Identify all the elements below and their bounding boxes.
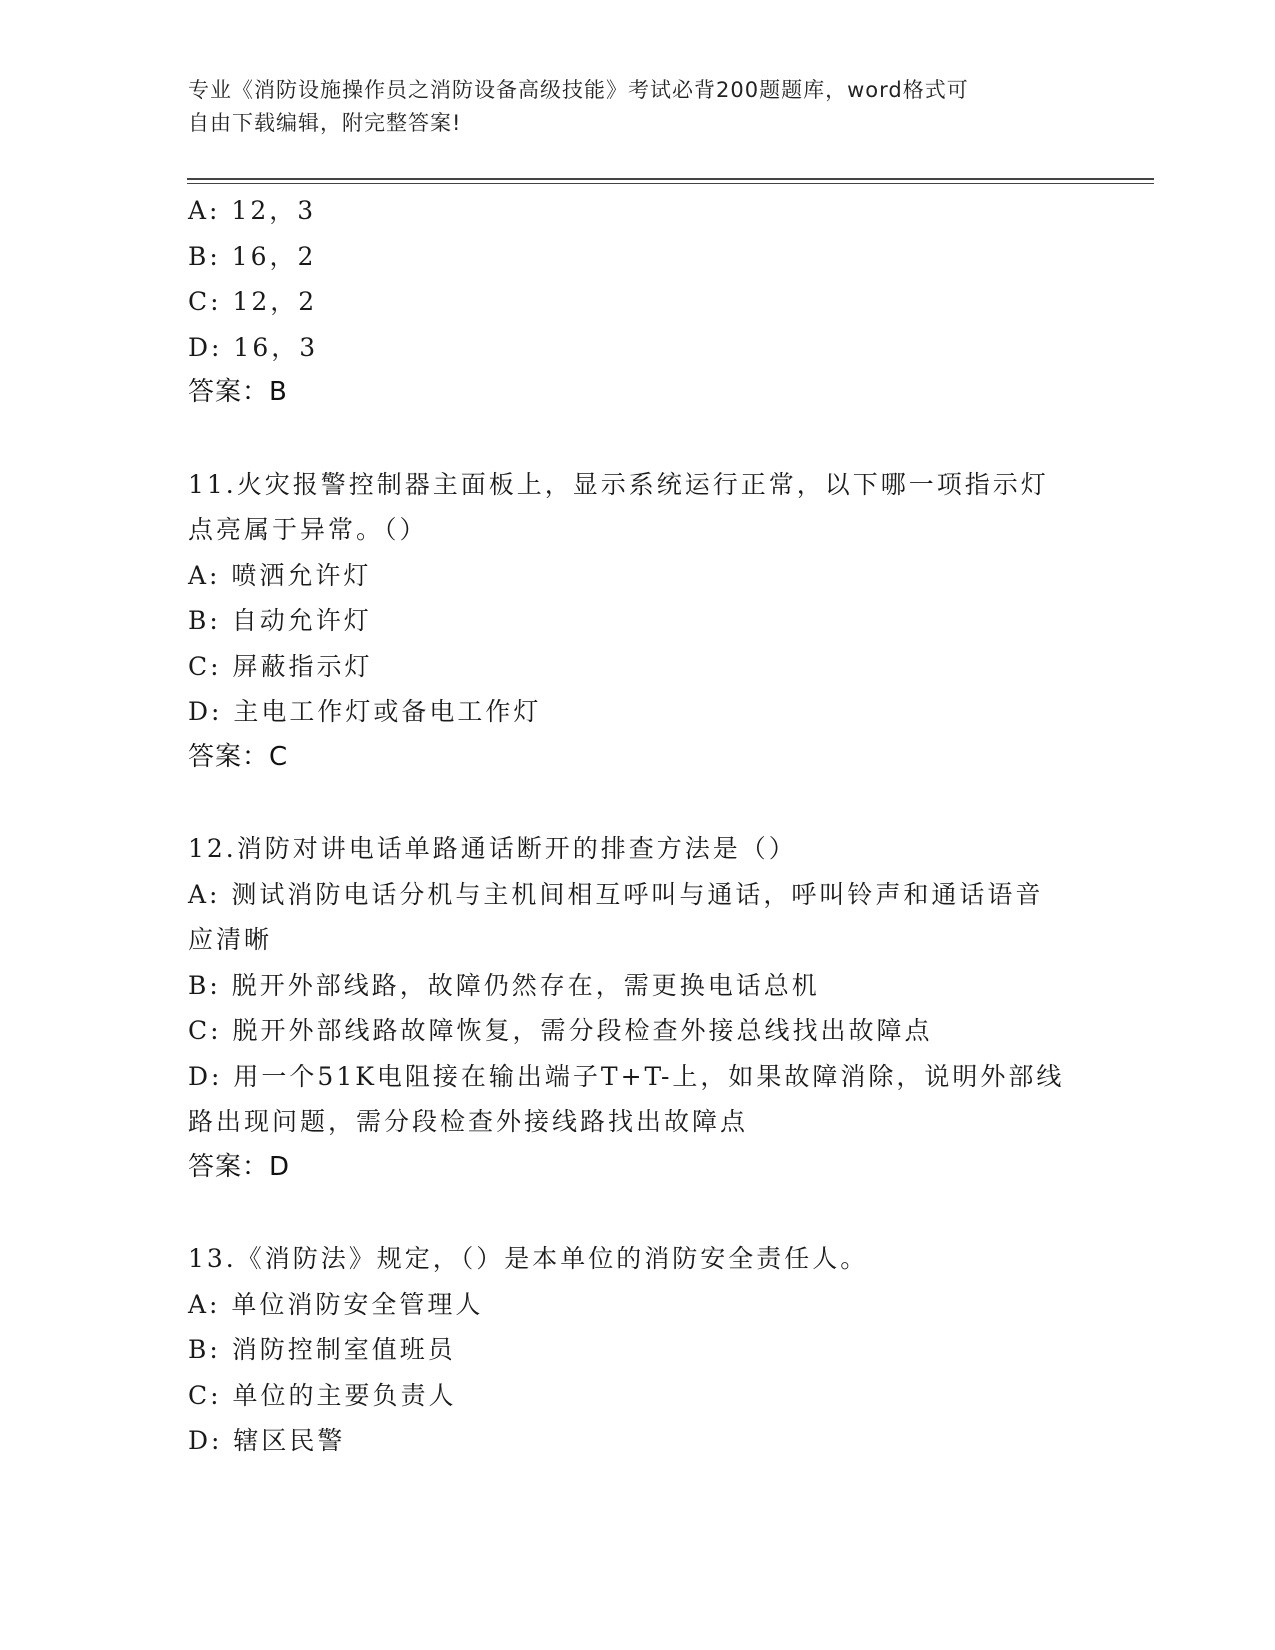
question-text: 13.《消防法》规定，（）是本单位的消防安全责任人。 — [188, 1244, 869, 1273]
option-a: A: 单位消防安全管理人 — [188, 1289, 484, 1319]
question-10-tail — [188, 188, 1088, 416]
question-11 — [188, 462, 1088, 781]
option-b: B: 脱开外部线路，故障仍然存在，需更换电话总机 — [188, 970, 820, 1000]
option-c: C: 12，2 — [188, 287, 318, 316]
option-b: B: 16，2 — [188, 241, 317, 271]
option-d: D: 主电工作灯或备电工作灯 — [188, 697, 542, 726]
question-text-line-1: 11.火灾报警控制器主面板上，显示系统运行正常，以下哪一项指示灯 — [188, 469, 1049, 499]
option-d-line-1: D: 用一个51K电阻接在输出端子T+T-上，如果故障消除，说明外部线 — [188, 1061, 1065, 1091]
answer-label: 答案：D — [188, 1151, 291, 1182]
question-text: 12.消防对讲电话单路通话断开的排查方法是（） — [188, 834, 797, 863]
option-d: D: 辖区民警 — [188, 1426, 346, 1455]
option-b: B: 自动允许灯 — [188, 606, 372, 635]
option-c: C: 屏蔽指示灯 — [188, 651, 373, 681]
question-text-line-2: 点亮属于异常。（） — [188, 515, 428, 544]
option-a: A: 12，3 — [188, 196, 317, 225]
question-list — [188, 188, 1088, 1464]
header-divider-thin — [187, 183, 1154, 184]
option-c: C: 单位的主要负责人 — [188, 1380, 457, 1410]
header-line-1: 专业《消防设施操作员之消防设备高级技能》考试必背200题题库，word格式可 — [188, 78, 969, 102]
question-13 — [188, 1236, 1088, 1464]
option-b: B: 消防控制室值班员 — [188, 1335, 456, 1364]
header-line-2: 自由下载编辑，附完整答案! — [188, 111, 462, 135]
document-header — [188, 74, 1068, 140]
option-d: D: 16，3 — [188, 332, 319, 362]
answer-label: 答案：C — [188, 741, 289, 772]
option-c: C: 脱开外部线路故障恢复，需分段检查外接总线找出故障点 — [188, 1016, 933, 1045]
option-a-line-2: 应清晰 — [188, 925, 273, 954]
question-12 — [188, 826, 1088, 1190]
header-divider — [187, 178, 1154, 180]
answer-label: 答案：B — [188, 377, 288, 407]
option-a: A: 喷洒允许灯 — [188, 560, 372, 590]
option-d-line-2: 路出现问题，需分段检查外接线路找出故障点 — [188, 1107, 749, 1136]
option-a-line-1: A: 测试消防电话分机与主机间相互呼叫与通话，呼叫铃声和通话语音 — [188, 879, 1044, 909]
